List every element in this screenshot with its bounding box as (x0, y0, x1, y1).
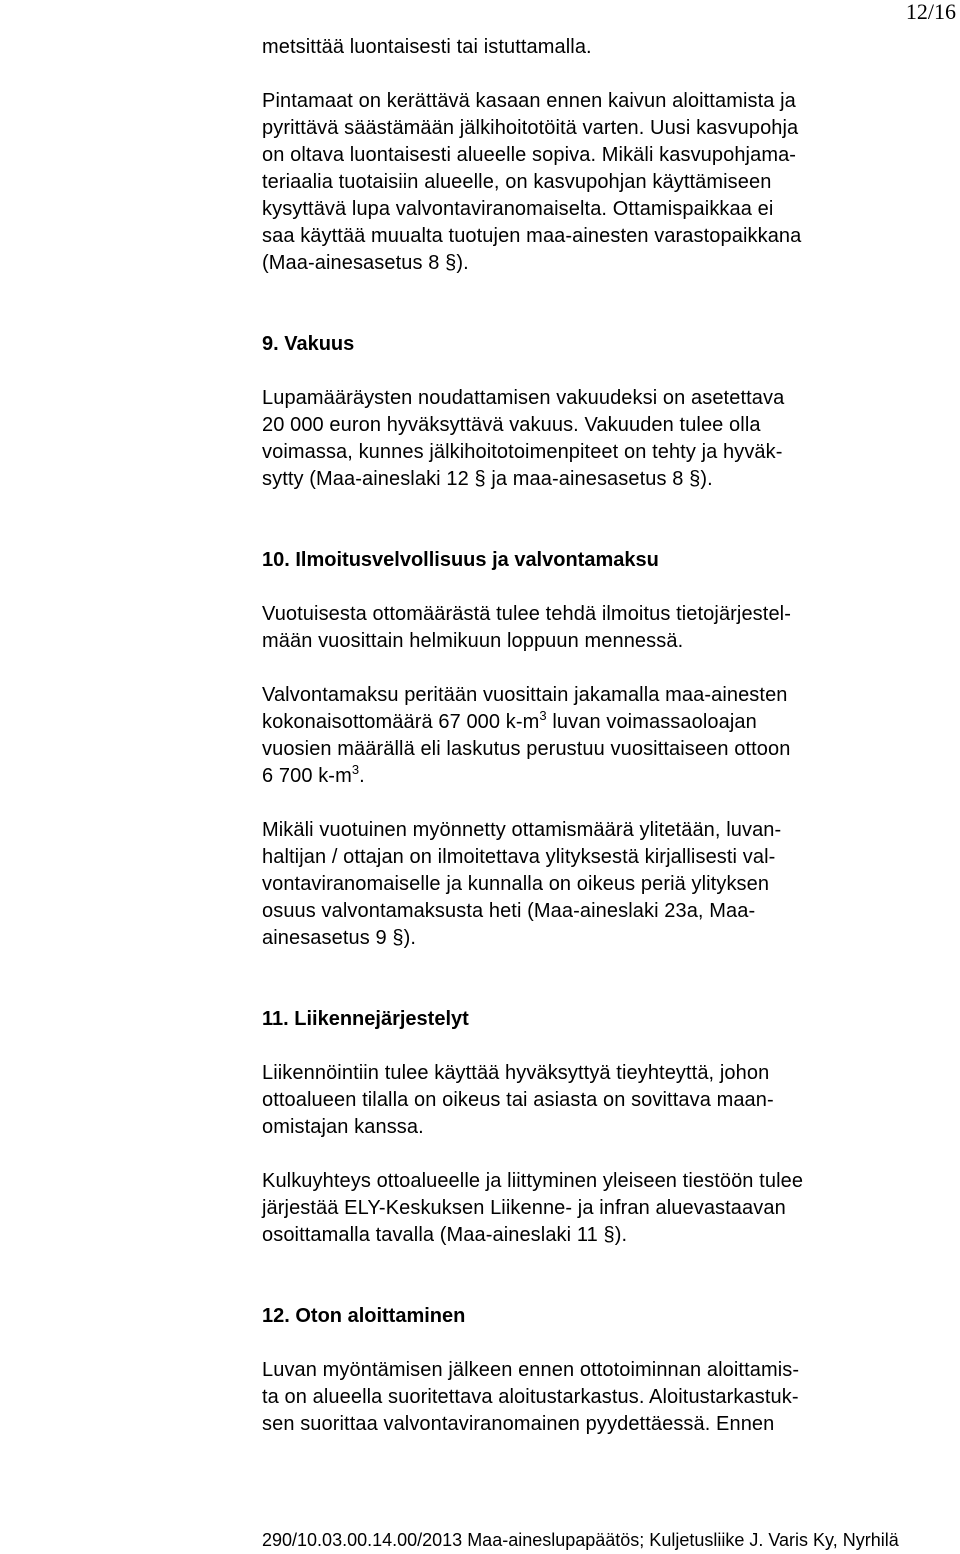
text-line: (Maa-ainesasetus 8 §). (262, 252, 469, 274)
paragraph-ilmoitus (262, 601, 902, 655)
paragraph-pintamaat (262, 88, 902, 277)
page-number: 12/16 (905, 0, 956, 24)
text-line: kysyttävä lupa valvontaviranomaiselta. Ottamispaikkaa ei (262, 198, 774, 220)
text-span: . (359, 765, 365, 787)
text-line: teriaalia tuotaisiin alueelle, on kasvupohjan käyttämiseen (262, 171, 772, 193)
superscript: 3 (351, 762, 360, 777)
superscript: 3 (539, 708, 547, 723)
document-footer: 290/10.03.00.14.00/2013 Maa-aineslupapäätös; Kuljetusliike J. Varis Ky, Nyrhilä (262, 1530, 899, 1550)
paragraph-ylitys (262, 817, 902, 952)
text-line: Luvan myöntämisen jälkeen ennen ottotoiminnan aloittamis- (262, 1359, 800, 1381)
text-line: pyrittävä säästämään jälkihoitotöitä varten. Uusi kasvupohja (262, 117, 799, 139)
text-span: kokonaisottomäärä 67 000 k-m (262, 711, 540, 733)
text-line: haltijan / ottajan on ilmoitettava ylityksestä kirjallisesti val- (262, 846, 776, 868)
text-line: voimassa, kunnes jälkihoitotoimenpiteet on tehty ja hyväk- (262, 441, 783, 463)
text-line (262, 709, 902, 736)
section-heading-oton-aloittaminen: 12. Oton aloittaminen (262, 1305, 466, 1327)
text-line: Vuotuisesta ottomäärästä tulee tehdä ilmoitus tietojärjestel- (262, 603, 791, 625)
paragraph-vakuus (262, 385, 902, 493)
text-line: järjestää ELY-Keskuksen Liikenne- ja infran aluevastaavan (262, 1197, 786, 1219)
text-line: osuus valvontamaksusta heti (Maa-aineslaki 23a, Maa- (262, 900, 756, 922)
text-line: Lupamääräysten noudattamisen vakuudeksi on asetettava (262, 387, 785, 409)
text-line: Valvontamaksu peritään vuosittain jakamalla maa-ainesten (262, 684, 788, 706)
text-line: sytty (Maa-aineslaki 12 § ja maa-ainesasetus 8 §). (262, 468, 713, 490)
text-line: vuosien määrällä eli laskutus perustuu vuosittaiseen ottoon (262, 738, 791, 760)
text-line: Pintamaat on kerättävä kasaan ennen kaivun aloittamista ja (262, 90, 796, 112)
text-line: ainesasetus 9 §). (262, 927, 417, 949)
text-line: Mikäli vuotuinen myönnetty ottamismäärä ylitetään, luvan- (262, 819, 782, 841)
section-heading-vakuus: 9. Vakuus (262, 333, 355, 355)
text-span: luvan voimassaoloajan (546, 711, 757, 733)
text-line: ottoalueen tilalla on oikeus tai asiasta on sovittava maan- (262, 1089, 774, 1111)
paragraph-valvontamaksu (262, 682, 902, 790)
text-span: 6 700 k-m (262, 765, 352, 787)
text-line: vontaviranomaiselle ja kunnalla on oikeus periä ylityksen (262, 873, 770, 895)
paragraph-kulkuyhteys (262, 1168, 902, 1249)
section-heading-ilmoitusvelvollisuus: 10. Ilmoitusvelvollisuus ja valvontamaksu (262, 549, 659, 571)
document-body (262, 34, 902, 1438)
text-line: Kulkuyhteys ottoalueelle ja liittyminen yleiseen tiestöön tulee (262, 1170, 804, 1192)
text-line: osoittamalla tavalla (Maa-aineslaki 11 §). (262, 1224, 628, 1246)
text-line: omistajan kanssa. (262, 1116, 424, 1138)
section-heading-liikennejarjestelyt: 11. Liikennejärjestelyt (262, 1008, 469, 1030)
text-line: 20 000 euron hyväksyttävä vakuus. Vakuuden tulee olla (262, 414, 761, 436)
text-line: Liikennöintiin tulee käyttää hyväksyttyä tieyhteyttä, johon (262, 1062, 770, 1084)
paragraph-liikennointi (262, 1060, 902, 1141)
paragraph-aloitustarkastus (262, 1357, 902, 1438)
text-line: mään vuosittain helmikuun loppuun mennessä. (262, 630, 684, 652)
text-line: metsittää luontaisesti tai istuttamalla. (262, 36, 592, 58)
text-line: ta on alueella suoritettava aloitustarkastus. Aloitustarkastuk- (262, 1386, 799, 1408)
text-line (262, 763, 902, 790)
text-line: on oltava luontaisesti alueelle sopiva. Mikäli kasvupohjama- (262, 144, 797, 166)
text-line: saa käyttää muualta tuotujen maa-ainesten varastopaikkana (262, 225, 802, 247)
text-line: sen suorittaa valvontaviranomainen pyydettäessä. Ennen (262, 1413, 775, 1435)
